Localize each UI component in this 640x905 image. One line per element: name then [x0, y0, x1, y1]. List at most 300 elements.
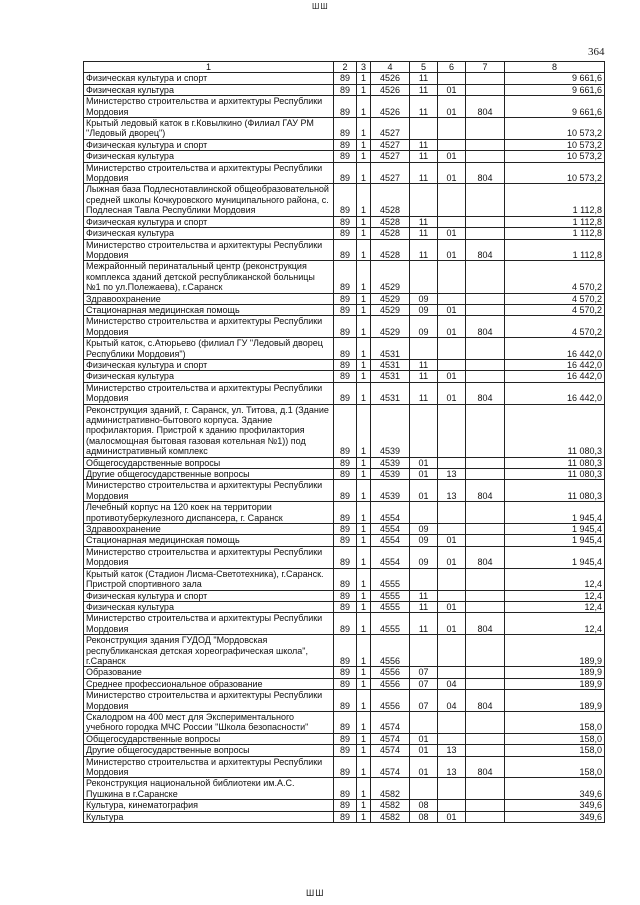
cell-section: 11	[410, 162, 438, 184]
cell-code-7	[466, 139, 505, 150]
cell-amount: 349,6	[505, 811, 605, 822]
cell-amount: 16 442,0	[505, 338, 605, 360]
cell-code-4: 4539	[371, 404, 410, 457]
cell-code-3: 1	[357, 316, 371, 338]
cell-code-4: 4529	[371, 261, 410, 293]
cell-code-7	[466, 667, 505, 678]
cell-amount: 158,0	[505, 745, 605, 756]
cell-item-name: Межрайонный перинатальный центр (реконструкция комплекса зданий детской республиканской больницы №1 по ул.Полежаева), г.Саранск	[84, 261, 334, 293]
cell-subsection: 01	[438, 371, 466, 382]
cell-subsection	[438, 568, 466, 590]
cell-code-4: 4527	[371, 162, 410, 184]
cell-section: 09	[410, 546, 438, 568]
table-row	[84, 778, 605, 800]
cell-code-2: 89	[334, 502, 357, 524]
cell-code-2: 89	[334, 118, 357, 140]
cell-code-3: 1	[357, 613, 371, 635]
cell-code-7: 804	[466, 756, 505, 778]
cell-code-2: 89	[334, 371, 357, 382]
cell-section	[410, 711, 438, 733]
cell-code-4: 4574	[371, 745, 410, 756]
table-row	[84, 635, 605, 667]
table-row	[84, 84, 605, 95]
table-row	[84, 382, 605, 404]
cell-code-4: 4582	[371, 778, 410, 800]
cell-code-3: 1	[357, 502, 371, 524]
cell-amount: 11 080,3	[505, 457, 605, 468]
cell-section: 07	[410, 667, 438, 678]
cell-code-2: 89	[334, 239, 357, 261]
table-body	[84, 73, 605, 823]
table-row	[84, 239, 605, 261]
cell-code-7	[466, 261, 505, 293]
cell-subsection: 01	[438, 304, 466, 315]
cell-code-3: 1	[357, 601, 371, 612]
cell-code-4: 4555	[371, 601, 410, 612]
cell-subsection	[438, 635, 466, 667]
table-row	[84, 756, 605, 778]
cell-subsection	[438, 524, 466, 535]
cell-code-7: 804	[466, 690, 505, 712]
cell-code-4: 4527	[371, 151, 410, 162]
cell-code-2: 89	[334, 84, 357, 95]
cell-code-4: 4582	[371, 811, 410, 822]
cell-item-name: Физическая культура и спорт	[84, 139, 334, 150]
cell-code-7	[466, 457, 505, 468]
cell-code-7: 804	[466, 162, 505, 184]
cell-code-4: 4528	[371, 184, 410, 216]
cell-section: 01	[410, 457, 438, 468]
cell-code-3: 1	[357, 139, 371, 150]
cell-section	[410, 118, 438, 140]
cell-code-7	[466, 733, 505, 744]
cell-code-2: 89	[334, 96, 357, 118]
cell-item-name: Общегосударственные вопросы	[84, 457, 334, 468]
table-row	[84, 457, 605, 468]
cell-code-3: 1	[357, 382, 371, 404]
cell-item-name: Образование	[84, 667, 334, 678]
cell-code-7: 804	[466, 316, 505, 338]
cell-code-3: 1	[357, 745, 371, 756]
cell-code-7: 804	[466, 546, 505, 568]
cell-subsection	[438, 667, 466, 678]
cell-subsection: 01	[438, 228, 466, 239]
cell-code-4: 4556	[371, 690, 410, 712]
cell-subsection	[438, 590, 466, 601]
cell-section: 09	[410, 316, 438, 338]
cell-code-7	[466, 469, 505, 480]
table-row	[84, 601, 605, 612]
cell-amount: 4 570,2	[505, 261, 605, 293]
cell-code-3: 1	[357, 338, 371, 360]
cell-code-3: 1	[357, 811, 371, 822]
column-header: 5	[410, 62, 438, 73]
cell-code-2: 89	[334, 338, 357, 360]
table-header-row	[84, 62, 605, 73]
cell-amount: 189,9	[505, 690, 605, 712]
cell-code-7	[466, 590, 505, 601]
cell-code-7	[466, 359, 505, 370]
cell-section	[410, 338, 438, 360]
cell-code-3: 1	[357, 711, 371, 733]
cell-section: 01	[410, 469, 438, 480]
cell-code-4: 4528	[371, 239, 410, 261]
cell-code-3: 1	[357, 469, 371, 480]
cell-code-3: 1	[357, 304, 371, 315]
cell-section: 11	[410, 613, 438, 635]
cell-section: 11	[410, 239, 438, 261]
table-row	[84, 216, 605, 227]
cell-subsection: 01	[438, 162, 466, 184]
cell-subsection: 01	[438, 316, 466, 338]
cell-code-7: 804	[466, 96, 505, 118]
cell-amount: 1 112,8	[505, 184, 605, 216]
cell-subsection: 01	[438, 811, 466, 822]
cell-code-7	[466, 811, 505, 822]
cell-section: 07	[410, 690, 438, 712]
cell-section: 11	[410, 139, 438, 150]
cell-code-2: 89	[334, 800, 357, 811]
cell-subsection	[438, 139, 466, 150]
cell-code-3: 1	[357, 778, 371, 800]
cell-subsection	[438, 404, 466, 457]
cell-item-name: Крытый каток (Стадион Лисма-Светотехника), г.Саранск. Пристрой спортивного зала	[84, 568, 334, 590]
cell-amount: 11 080,3	[505, 469, 605, 480]
cell-section: 11	[410, 216, 438, 227]
cell-item-name: Реконструкция здания ГУДОД "Мордовская республиканская детская хореографическая школа", г.Саранск	[84, 635, 334, 667]
cell-code-2: 89	[334, 151, 357, 162]
cell-code-3: 1	[357, 800, 371, 811]
cell-code-4: 4531	[371, 338, 410, 360]
cell-code-7	[466, 371, 505, 382]
cell-code-3: 1	[357, 162, 371, 184]
table-row	[84, 151, 605, 162]
column-header: 6	[438, 62, 466, 73]
cell-code-2: 89	[334, 404, 357, 457]
cell-section: 11	[410, 73, 438, 84]
cell-code-3: 1	[357, 535, 371, 546]
cell-code-4: 4556	[371, 678, 410, 689]
cell-amount: 12,4	[505, 613, 605, 635]
cell-amount: 16 442,0	[505, 382, 605, 404]
cell-subsection: 01	[438, 84, 466, 95]
table-row	[84, 733, 605, 744]
cell-item-name: Министерство строительства и архитектуры Республики Мордовия	[84, 613, 334, 635]
cell-item-name: Министерство строительства и архитектуры Республики Мордовия	[84, 756, 334, 778]
cell-code-2: 89	[334, 678, 357, 689]
cell-item-name: Физическая культура и спорт	[84, 73, 334, 84]
cell-code-4: 4528	[371, 228, 410, 239]
cell-code-3: 1	[357, 690, 371, 712]
cell-code-2: 89	[334, 733, 357, 744]
table-row	[84, 613, 605, 635]
column-header: 3	[357, 62, 371, 73]
cell-item-name: Физическая культура	[84, 228, 334, 239]
cell-item-name: Министерство строительства и архитектуры Республики Мордовия	[84, 316, 334, 338]
cell-code-4: 4529	[371, 293, 410, 304]
cell-code-4: 4556	[371, 635, 410, 667]
cell-subsection	[438, 338, 466, 360]
cell-code-2: 89	[334, 690, 357, 712]
cell-section: 09	[410, 304, 438, 315]
cell-code-3: 1	[357, 404, 371, 457]
cell-item-name: Лыжная база Подлеснотавлинской общеобразовательной средней школы Кочкуровского муниципального района, с. Подлесная Тавла Республики Мордовия	[84, 184, 334, 216]
cell-code-7	[466, 118, 505, 140]
cell-subsection: 01	[438, 535, 466, 546]
cell-code-2: 89	[334, 480, 357, 502]
cell-subsection: 01	[438, 151, 466, 162]
cell-amount: 189,9	[505, 667, 605, 678]
cell-section	[410, 568, 438, 590]
cell-section: 01	[410, 756, 438, 778]
cell-code-4: 4574	[371, 756, 410, 778]
table-row	[84, 590, 605, 601]
cell-amount: 11 080,3	[505, 480, 605, 502]
cell-subsection	[438, 800, 466, 811]
table-row	[84, 293, 605, 304]
table-row	[84, 316, 605, 338]
table-row	[84, 502, 605, 524]
cell-amount: 1 112,8	[505, 239, 605, 261]
table-row	[84, 568, 605, 590]
cell-code-4: 4554	[371, 546, 410, 568]
cell-code-3: 1	[357, 524, 371, 535]
cell-code-3: 1	[357, 733, 371, 744]
column-header: 1	[84, 62, 334, 73]
cell-amount: 1 945,4	[505, 502, 605, 524]
cell-amount: 12,4	[505, 590, 605, 601]
cell-code-3: 1	[357, 216, 371, 227]
cell-code-2: 89	[334, 216, 357, 227]
table-row	[84, 711, 605, 733]
cell-amount: 189,9	[505, 635, 605, 667]
cell-code-7	[466, 151, 505, 162]
cell-section: 11	[410, 359, 438, 370]
cell-subsection	[438, 216, 466, 227]
cell-amount: 10 573,2	[505, 139, 605, 150]
cell-code-2: 89	[334, 811, 357, 822]
cell-item-name: Крытый ледовый каток в г.Ковылкино (Филиал ГАУ РМ "Ледовый дворец")	[84, 118, 334, 140]
cell-code-7	[466, 535, 505, 546]
cell-amount: 10 573,2	[505, 118, 605, 140]
cell-code-3: 1	[357, 118, 371, 140]
cell-code-4: 4554	[371, 535, 410, 546]
cell-amount: 10 573,2	[505, 162, 605, 184]
cell-code-3: 1	[357, 546, 371, 568]
cell-subsection: 13	[438, 469, 466, 480]
cell-code-7	[466, 304, 505, 315]
cell-code-4: 4539	[371, 469, 410, 480]
cell-code-2: 89	[334, 667, 357, 678]
cell-item-name: Среднее профессиональное образование	[84, 678, 334, 689]
cell-code-2: 89	[334, 601, 357, 612]
cell-code-7	[466, 524, 505, 535]
cell-code-4: 4555	[371, 590, 410, 601]
cell-subsection: 01	[438, 96, 466, 118]
cell-code-2: 89	[334, 711, 357, 733]
cell-section: 01	[410, 745, 438, 756]
cell-code-2: 89	[334, 162, 357, 184]
cell-amount: 4 570,2	[505, 304, 605, 315]
cell-subsection	[438, 711, 466, 733]
cell-code-4: 4582	[371, 800, 410, 811]
cell-code-2: 89	[334, 228, 357, 239]
column-header: 7	[466, 62, 505, 73]
cell-code-3: 1	[357, 667, 371, 678]
cell-section	[410, 778, 438, 800]
cell-code-3: 1	[357, 756, 371, 778]
cell-code-3: 1	[357, 678, 371, 689]
table-row	[84, 184, 605, 216]
cell-item-name: Физическая культура	[84, 151, 334, 162]
cell-item-name: Стационарная медицинская помощь	[84, 535, 334, 546]
cell-subsection	[438, 118, 466, 140]
cell-amount: 349,6	[505, 800, 605, 811]
cell-code-4: 4528	[371, 216, 410, 227]
page-bottom-mark: ШШ	[306, 888, 325, 898]
cell-section	[410, 184, 438, 216]
cell-code-2: 89	[334, 359, 357, 370]
cell-code-2: 89	[334, 382, 357, 404]
cell-section: 09	[410, 535, 438, 546]
cell-item-name: Министерство строительства и архитектуры Республики Мордовия	[84, 162, 334, 184]
cell-item-name: Физическая культура	[84, 371, 334, 382]
cell-item-name: Реконструкция зданий, г. Саранск, ул. Титова, д.1 (Здание административно-бытового корпуса. Здание профилактория. Пристрой к зданию профилактория (малосмощная бытовая газовая котельная №1)) под административный комплекс	[84, 404, 334, 457]
cell-code-3: 1	[357, 261, 371, 293]
cell-subsection	[438, 502, 466, 524]
cell-item-name: Министерство строительства и архитектуры Республики Мордовия	[84, 239, 334, 261]
cell-amount: 9 661,6	[505, 84, 605, 95]
table-row	[84, 546, 605, 568]
cell-code-4: 4539	[371, 480, 410, 502]
table-row	[84, 745, 605, 756]
cell-subsection: 01	[438, 613, 466, 635]
cell-item-name: Скалодром на 400 мест для Экспериментального учебного городка МЧС России "Школа безопасности"	[84, 711, 334, 733]
cell-section: 11	[410, 228, 438, 239]
cell-item-name: Крытый каток, с.Атюрьево (филиал ГУ "Ледовый дворец Республики Мордовия")	[84, 338, 334, 360]
column-header: 4	[371, 62, 410, 73]
cell-code-2: 89	[334, 316, 357, 338]
cell-item-name: Реконструкция национальной библиотеки им.А.С. Пушкина в г.Саранске	[84, 778, 334, 800]
cell-item-name: Здравоохранение	[84, 293, 334, 304]
cell-subsection	[438, 261, 466, 293]
cell-amount: 189,9	[505, 678, 605, 689]
page-top-mark: ШШ	[312, 2, 329, 11]
table-row	[84, 359, 605, 370]
cell-amount: 1 945,4	[505, 546, 605, 568]
table-row	[84, 261, 605, 293]
cell-subsection: 01	[438, 239, 466, 261]
cell-amount: 1 945,4	[505, 535, 605, 546]
cell-code-7	[466, 293, 505, 304]
cell-code-4: 4554	[371, 524, 410, 535]
cell-code-7	[466, 184, 505, 216]
table-row	[84, 524, 605, 535]
cell-code-3: 1	[357, 568, 371, 590]
table-row	[84, 304, 605, 315]
cell-code-4: 4526	[371, 84, 410, 95]
cell-amount: 10 573,2	[505, 151, 605, 162]
cell-code-2: 89	[334, 745, 357, 756]
cell-subsection: 13	[438, 480, 466, 502]
cell-item-name: Физическая культура и спорт	[84, 216, 334, 227]
cell-amount: 349,6	[505, 778, 605, 800]
cell-item-name: Стационарная медицинская помощь	[84, 304, 334, 315]
cell-code-3: 1	[357, 371, 371, 382]
cell-code-4: 4531	[371, 371, 410, 382]
cell-code-7	[466, 678, 505, 689]
cell-code-2: 89	[334, 590, 357, 601]
cell-code-4: 4555	[371, 613, 410, 635]
cell-item-name: Физическая культура и спорт	[84, 359, 334, 370]
cell-code-2: 89	[334, 635, 357, 667]
cell-code-7	[466, 601, 505, 612]
cell-item-name: Другие общегосударственные вопросы	[84, 469, 334, 480]
cell-code-4: 4531	[371, 382, 410, 404]
cell-code-3: 1	[357, 228, 371, 239]
cell-subsection	[438, 73, 466, 84]
cell-amount: 16 442,0	[505, 371, 605, 382]
cell-code-7	[466, 73, 505, 84]
cell-code-4: 4556	[371, 667, 410, 678]
cell-section: 11	[410, 84, 438, 95]
cell-code-3: 1	[357, 151, 371, 162]
cell-section: 01	[410, 480, 438, 502]
table-row	[84, 73, 605, 84]
cell-code-7	[466, 216, 505, 227]
page-number: 364	[588, 46, 605, 58]
cell-subsection	[438, 293, 466, 304]
cell-item-name: Министерство строительства и архитектуры Республики Мордовия	[84, 480, 334, 502]
cell-item-name: Общегосударственные вопросы	[84, 733, 334, 744]
cell-amount: 9 661,6	[505, 73, 605, 84]
cell-subsection	[438, 733, 466, 744]
cell-code-3: 1	[357, 239, 371, 261]
cell-code-7: 804	[466, 239, 505, 261]
cell-subsection: 04	[438, 678, 466, 689]
cell-amount: 4 570,2	[505, 293, 605, 304]
cell-code-3: 1	[357, 84, 371, 95]
cell-code-3: 1	[357, 635, 371, 667]
cell-code-4: 4527	[371, 139, 410, 150]
table-row	[84, 228, 605, 239]
cell-code-2: 89	[334, 568, 357, 590]
cell-item-name: Здравоохранение	[84, 524, 334, 535]
cell-code-3: 1	[357, 73, 371, 84]
cell-section: 11	[410, 590, 438, 601]
cell-code-7	[466, 404, 505, 457]
cell-item-name: Культура	[84, 811, 334, 822]
cell-subsection: 04	[438, 690, 466, 712]
cell-section: 11	[410, 96, 438, 118]
cell-code-2: 89	[334, 184, 357, 216]
cell-code-7	[466, 778, 505, 800]
cell-code-7	[466, 502, 505, 524]
cell-code-3: 1	[357, 480, 371, 502]
cell-section: 08	[410, 800, 438, 811]
cell-subsection	[438, 184, 466, 216]
cell-amount: 4 570,2	[505, 316, 605, 338]
cell-code-3: 1	[357, 96, 371, 118]
cell-code-7: 804	[466, 613, 505, 635]
cell-code-2: 89	[334, 293, 357, 304]
cell-code-7	[466, 745, 505, 756]
cell-amount: 11 080,3	[505, 404, 605, 457]
cell-code-2: 89	[334, 73, 357, 84]
table-row	[84, 811, 605, 822]
cell-amount: 12,4	[505, 568, 605, 590]
table-row	[84, 338, 605, 360]
